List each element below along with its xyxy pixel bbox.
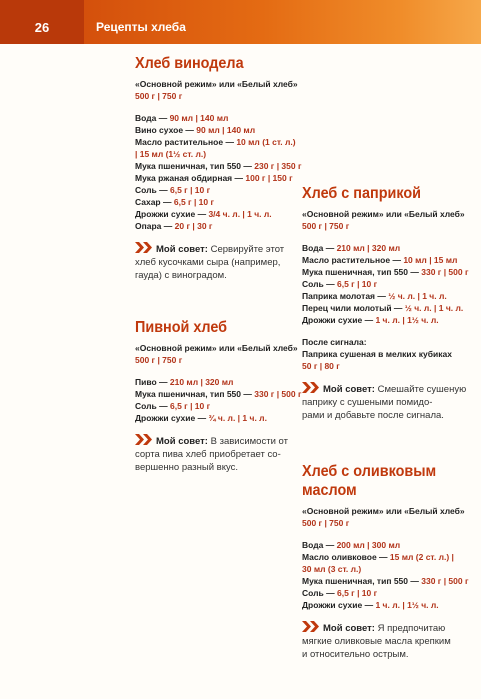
ingredient: Масло растительное — 10 мл | 15 мл bbox=[302, 255, 458, 265]
recipe-title: Хлеб винодела bbox=[135, 55, 244, 72]
tip-lead: Мой совет: bbox=[156, 436, 208, 447]
recipe-weights: 500 г | 750 г bbox=[302, 518, 350, 528]
ingredient: Соль — 6,5 г | 10 г bbox=[302, 588, 378, 598]
ingredient: Дрожжи сухие — ¾ ч. л. | 1 ч. л. bbox=[135, 413, 267, 423]
ingredient-list bbox=[302, 539, 477, 611]
recipe-weights: 500 г | 750 г bbox=[302, 221, 350, 231]
ingredient: Вода — 90 мл | 140 мл bbox=[135, 113, 229, 123]
recipe-title: Пивной хлеб bbox=[135, 319, 228, 336]
recipe-weights: 500 г | 750 г bbox=[135, 91, 183, 101]
ingredient: Паприка молотая — ½ ч. л. | 1 ч. л. bbox=[302, 291, 447, 301]
recipe-mode: «Основной режим» или «Белый хлеб» bbox=[135, 343, 298, 353]
ingredient: 30 мл (3 ст. л.) bbox=[302, 564, 362, 574]
recipe-weights: 500 г | 750 г bbox=[135, 355, 183, 365]
ingredient: Сахар — 6,5 г | 10 г bbox=[135, 197, 215, 207]
after-signal-label: После сигнала: bbox=[302, 337, 367, 347]
double-chevron-icon bbox=[135, 434, 153, 445]
double-chevron-icon bbox=[302, 621, 320, 632]
ingredient-list bbox=[135, 112, 310, 232]
ingredient: Масло оливковое — 15 мл (2 ст. л.) | bbox=[302, 552, 454, 562]
ingredient: Мука пшеничная, тип 550 — 330 г | 500 г bbox=[302, 267, 469, 277]
ingredient: Опара — 20 г | 30 г bbox=[135, 221, 213, 231]
ingredient: Вода — 200 мл | 300 мл bbox=[302, 540, 401, 550]
ingredient: Перец чили молотый — ½ ч. л. | 1 ч. л. bbox=[302, 303, 464, 313]
ingredient: Мука пшеничная, тип 550 — 330 г | 500 г bbox=[302, 576, 469, 586]
tip: Мой совет: Смешайте сушеную паприку с сушеными помидо- рами и добавьте после сигнала. bbox=[302, 384, 467, 421]
ingredient: Соль — 6,5 г | 10 г bbox=[135, 401, 211, 411]
recipe-pivnoy bbox=[135, 318, 310, 474]
ingredient: Соль — 6,5 г | 10 г bbox=[135, 185, 211, 195]
recipe-olive bbox=[302, 462, 477, 661]
ingredient: Мука пшеничная, тип 550 — 330 г | 500 г bbox=[135, 389, 302, 399]
tip: Мой совет: В зависимости от сорта пива хлеб приобретает со- вершенно разный вкус. bbox=[135, 436, 288, 473]
recipe-title: Хлеб с паприкой bbox=[302, 185, 422, 202]
ingredient: | 15 мл (1½ ст. л.) bbox=[135, 149, 207, 159]
double-chevron-icon bbox=[135, 242, 153, 253]
recipe-title-cont: маслом bbox=[302, 482, 357, 499]
page-header bbox=[0, 0, 481, 44]
tip-lead: Мой совет: bbox=[323, 623, 375, 634]
recipe-mode: «Основной режим» или «Белый хлеб» bbox=[302, 506, 465, 516]
double-chevron-icon bbox=[302, 382, 320, 393]
ingredient: Пиво — 210 мл | 320 мл bbox=[135, 377, 234, 387]
recipe-title: Хлеб с оливковым bbox=[302, 463, 437, 480]
ingredient: Дрожжи сухие — 3/4 ч. л. | 1 ч. л. bbox=[135, 209, 272, 219]
ingredient: Масло растительное — 10 мл (1 ст. л.) bbox=[135, 137, 296, 147]
recipe-mode: «Основной режим» или «Белый хлеб» bbox=[302, 209, 465, 219]
tip: Мой совет: Сервируйте этот хлеб кусочками сыра (например, гауда) с виноградом. bbox=[135, 244, 285, 281]
ingredient-list bbox=[135, 376, 310, 424]
chapter-title: Рецепты хлеба bbox=[96, 20, 186, 34]
tip: Мой совет: Я предпочитаю мягкие оливковые масла крепким и относительно острым. bbox=[302, 623, 451, 660]
tip-lead: Мой совет: bbox=[156, 244, 208, 255]
ingredient: Дрожжи сухие — 1 ч. л. | 1½ ч. л. bbox=[302, 600, 439, 610]
ingredient: Вино сухое — 90 мл | 140 мл bbox=[135, 125, 256, 135]
ingredient: Дрожжи сухие — 1 ч. л. | 1½ ч. л. bbox=[302, 315, 439, 325]
after-signal-amount: 50 г | 80 г bbox=[302, 361, 340, 371]
page-number: 26 bbox=[34, 20, 50, 35]
after-signal-item: Паприка сушеная в мелких кубиках bbox=[302, 349, 452, 359]
recipe-paprika bbox=[302, 184, 477, 422]
ingredient-list bbox=[302, 242, 477, 326]
ingredient: Мука ржаная обдирная — 100 г | 150 г bbox=[135, 173, 293, 183]
recipe-mode: «Основной режим» или «Белый хлеб» bbox=[135, 79, 298, 89]
recipe-vinodel bbox=[135, 54, 310, 282]
ingredient: Вода — 210 мл | 320 мл bbox=[302, 243, 401, 253]
ingredient: Соль — 6,5 г | 10 г bbox=[302, 279, 378, 289]
ingredient: Мука пшеничная, тип 550 — 230 г | 350 г bbox=[135, 161, 302, 171]
tip-lead: Мой совет: bbox=[323, 384, 375, 395]
